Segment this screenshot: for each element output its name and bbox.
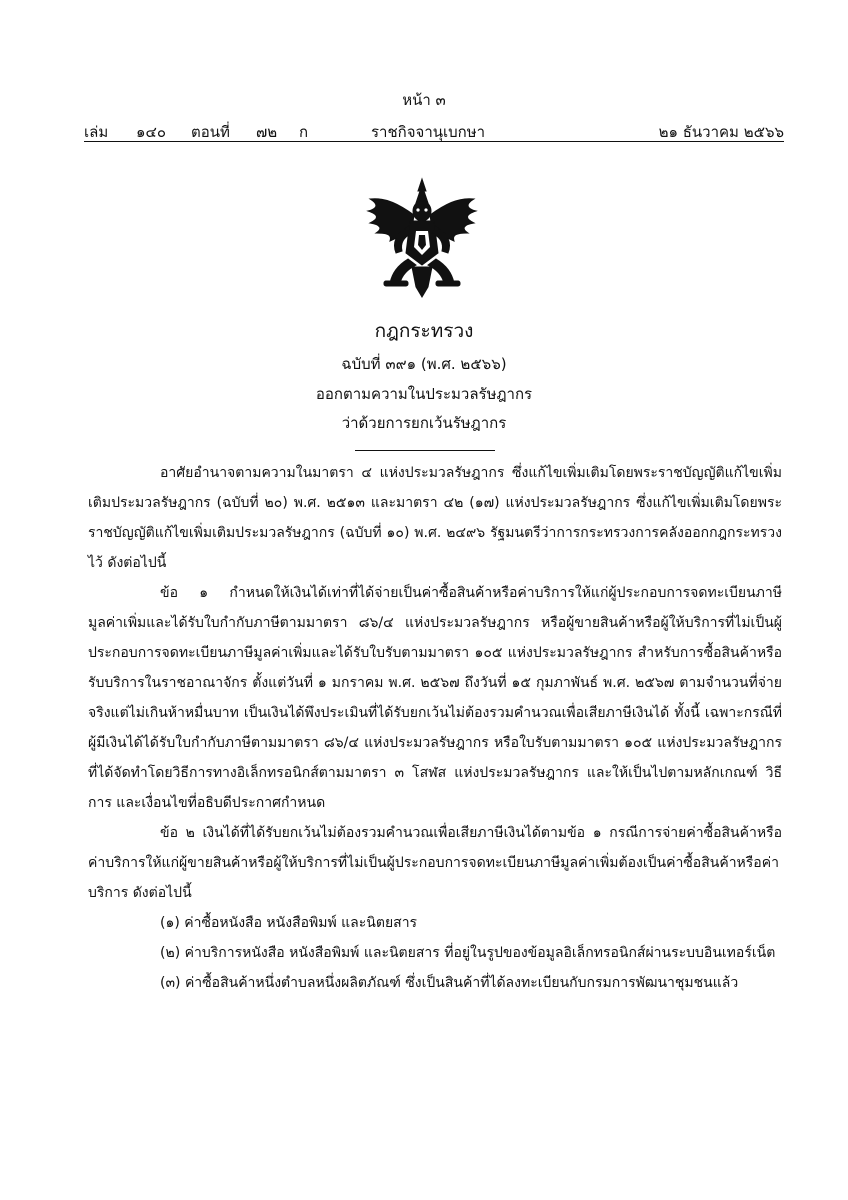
list-item-2: (๒) ค่าบริการหนังสือ หนังสือพิมพ์ และนิตยสาร ที่อยู่ในรูปของข้อมูลอิเล็กทรอนิกส์ผ่านระบบอินเทอร์เน็ต [160,945,776,961]
page-number: หน้า ๓ [402,91,446,109]
subtitle-subject: ว่าด้วยการยกเว้นรัษฎากร [341,414,507,432]
publication-date: ๒๑ ธันวาคม ๒๕๖๖ [658,123,784,141]
list-item-1: (๑) ค่าซื้อหนังสือ หนังสือพิมพ์ และนิตยสาร [160,915,418,931]
garuda-emblem-icon [362,175,482,300]
document-body [88,458,782,998]
document-title: กฎกระทรวง [374,320,474,342]
list-item-3: (๓) ค่าซื้อสินค้าหนึ่งตำบลหนึ่งผลิตภัณฑ์ ซึ่งเป็นสินค้าที่ได้ลงทะเบียนกับกรมการพัฒนาชุมชนแล้ว [160,975,739,991]
gazette-name: ราชกิจจานุเบกษา [371,123,486,141]
regulation-number: ฉบับที่ ๓๙๑ (พ.ศ. ๒๕๖๖) [341,355,507,373]
section-label: ตอนที่ [191,123,230,141]
clause-2-paragraph: ข้อ ๒ เงินได้ที่ได้รับยกเว้นไม่ต้องรวมคำนวณเพื่อเสียภาษีเงินได้ตามข้อ ๑ กรณีการจ่ายค่าซื้อสินค้าหรือค่าบริการให้แก่ผู้ขายสินค้าหรือผู้ให้บริการที่ไม่เป็นผู้ประกอบการจดทะเบียนภาษีมูลค่าเพิ่มต้องเป็นค่าซื้อสินค้าหรือค่าบริการ ดังต่อไปนี้ [88,825,782,901]
clause-1-paragraph: ข้อ ๑ กำหนดให้เงินได้เท่าที่ได้จ่ายเป็นค่าซื้อสินค้าหรือค่าบริการให้แก่ผู้ประกอบการจดทะเบียนภาษีมูลค่าเพิ่มและได้รับใบกำกับภาษีตามมาตรา ๘๖/๔ แห่งประมวลรัษฎากร หรือผู้ขายสินค้าหรือผู้ให้บริการที่ไม่เป็นผู้ประกอบการจดทะเบียนภาษีมูลค่าเพิ่มและได้รับใบรับตามมาตรา ๑๐๕ แห่งประมวลรัษฎากร สำหรับการซื้อสินค้าหรือรับบริการในราชอาณาจักร ตั้งแต่วันที่ ๑ มกราคม พ.ศ. ๒๕๖๗ ถึงวันที่ ๑๕ กุมภาพันธ์ พ.ศ. ๒๕๖๗ ตามจำนวนที่จ่ายจริงแต่ไม่เกินห้าหมื่นบาท เป็นเงินได้พึงประเมินที่ได้รับยกเว้นไม่ต้องรวมคำนวณเพื่อเสียภาษีเงินได้ ทั้งนี้ เฉพาะกรณีที่ผู้มีเงินได้ได้รับใบกำกับภาษีตามมาตรา ๘๖/๔ แห่งประมวลรัษฎากร หรือใบรับตามมาตรา ๑๐๕ แห่งประมวลรัษฎากร ที่ได้จัดทำโดยวิธีการทางอิเล็กทรอนิกส์ตามมาตรา ๓ โสฬส แห่งประมวลรัษฎากร และให้เป็นไปตามหลักเกณฑ์ วิธีการ และเงื่อนไขที่อธิบดีประกาศกำหนด [88,585,782,811]
subtitle-authority: ออกตามความในประมวลรัษฎากร [315,385,533,403]
preamble-paragraph: อาศัยอำนาจตามความในมาตรา ๔ แห่งประมวลรัษฎากร ซึ่งแก้ไขเพิ่มเติมโดยพระราชบัญญัติแก้ไขเพิ่มเติมประมวลรัษฎากร (ฉบับที่ ๒๐) พ.ศ. ๒๕๑๓ และมาตรา ๔๒ (๑๗) แห่งประมวลรัษฎากร ซึ่งแก้ไขเพิ่มเติมโดยพระราชบัญญัติแก้ไขเพิ่มเติมประมวลรัษฎากร (ฉบับที่ ๑๐) พ.ศ. ๒๔๙๖ รัฐมนตรีว่าการกระทรวงการคลังออกกฎกระทรวงไว้ ดังต่อไปนี้ [88,465,782,571]
header-divider [84,141,784,142]
title-divider [355,450,495,451]
volume-number: ๑๔๐ [136,123,167,141]
section-letter: ก [299,123,309,141]
volume-label: เล่ม [84,123,109,141]
section-number: ๗๒ [256,123,278,141]
